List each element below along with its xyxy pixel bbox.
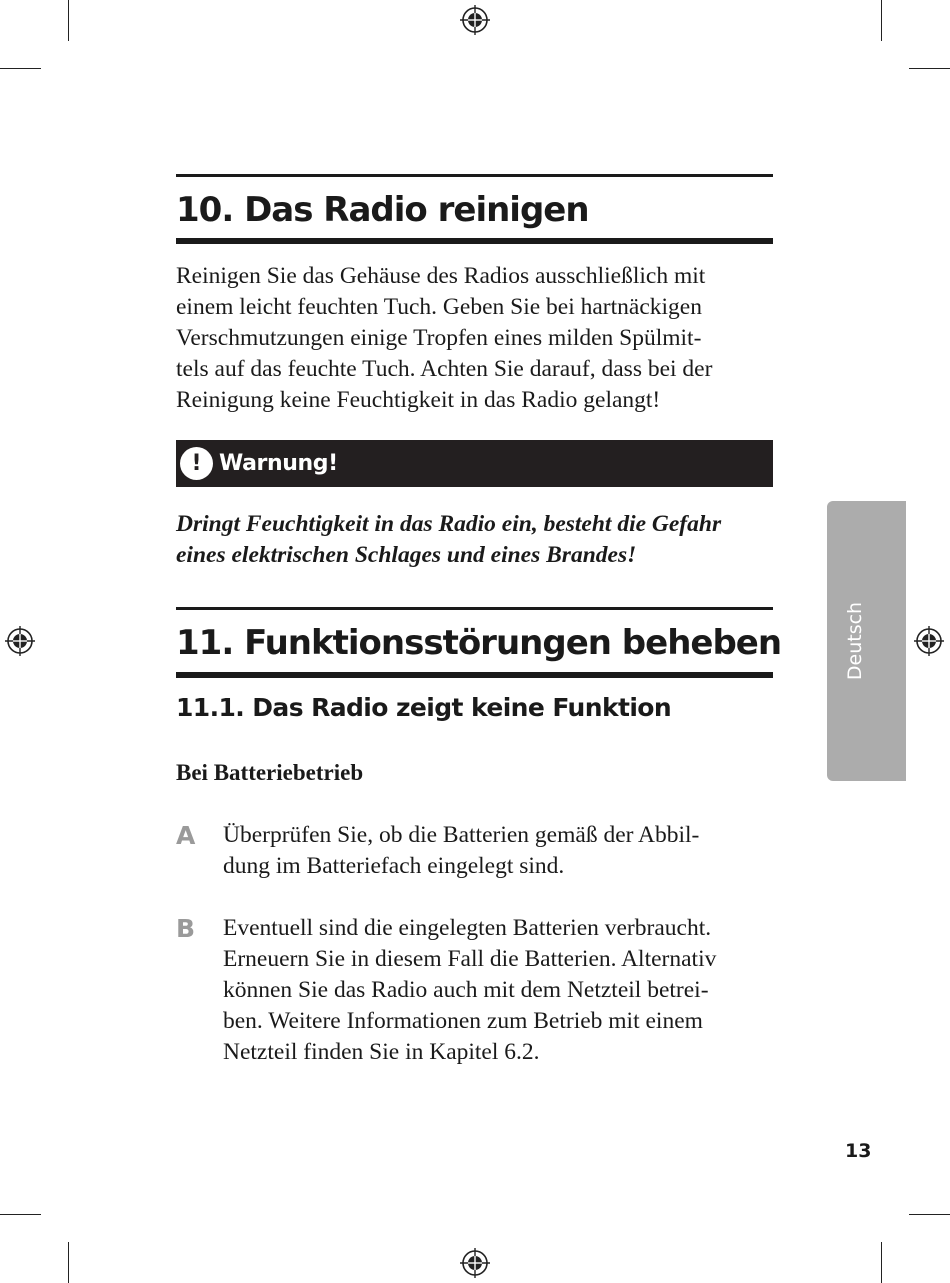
item-a-text [223,820,783,882]
crop-mark [68,0,69,41]
warning-line: Dringt Feuchtigkeit in das Radio ein, besteht die Gefahr [176,511,722,537]
registration-mark-icon [460,1248,490,1278]
item-line: Eventuell sind die eingelegten Batterien verbraucht. [223,915,712,941]
body-line: tels auf das feuchte Tuch. Achten Sie darauf, dass bei der [176,356,713,382]
language-side-tab [827,501,906,781]
heading-rule-top [176,174,773,177]
language-side-tab-label: Deutsch [844,601,866,681]
body-line: einem leicht feuchten Tuch. Geben Sie bei hartnäckigen [176,294,702,320]
crop-mark [0,68,41,69]
crop-mark [68,1242,69,1283]
crop-mark [909,1214,950,1215]
section-10-body [176,261,776,416]
item-line: dung im Batteriefach eingelegt sind. [223,853,565,879]
warning-label: Warnung! [219,451,338,476]
page-number: 13 [845,1140,872,1162]
body-line: Verschmutzungen einige Tropfen eines milden Spülmit- [176,325,702,351]
registration-mark-icon [5,626,35,656]
section-10-heading: 10. Das Radio reinigen [176,190,589,230]
section-11-1-heading: 11.1. Das Radio zeigt keine Funktion [176,693,672,722]
heading-rule-bottom [176,672,773,678]
warning-bar [176,440,773,487]
crop-mark [881,0,882,41]
crop-mark [0,1214,41,1215]
crop-mark [909,68,950,69]
item-line: können Sie das Radio auch mit dem Netzteil betrei- [223,977,709,1003]
registration-mark-icon [460,5,490,35]
registration-mark-icon [914,626,944,656]
item-marker-a: A [176,821,196,850]
exclamation-icon: ! [180,447,213,480]
crop-mark [881,1242,882,1283]
heading-rule-bottom [176,238,773,244]
body-line: Reinigen Sie das Gehäuse des Radios ausschließlich mit [176,263,706,289]
case-label: Bei Batteriebetrieb [176,760,364,785]
item-line: ben. Weitere Informationen zum Betrieb mit einem [223,1008,703,1034]
item-line: Netzteil finden Sie in Kapitel 6.2. [223,1039,540,1065]
item-line: Überprüfen Sie, ob die Batterien gemäß der Abbil- [223,822,700,848]
body-line: Reinigung keine Feuchtigkeit in das Radio gelangt! [176,387,661,413]
item-line: Erneuern Sie in diesem Fall die Batterien. Alternativ [223,946,717,972]
item-b-text [223,913,783,1068]
item-marker-b: B [176,914,196,943]
heading-rule-top [176,607,773,610]
section-11-heading: 11. Funktionsstörungen beheben [176,623,782,663]
warning-text [176,509,776,571]
warning-line: eines elektrischen Schlages und eines Brandes! [176,542,637,568]
